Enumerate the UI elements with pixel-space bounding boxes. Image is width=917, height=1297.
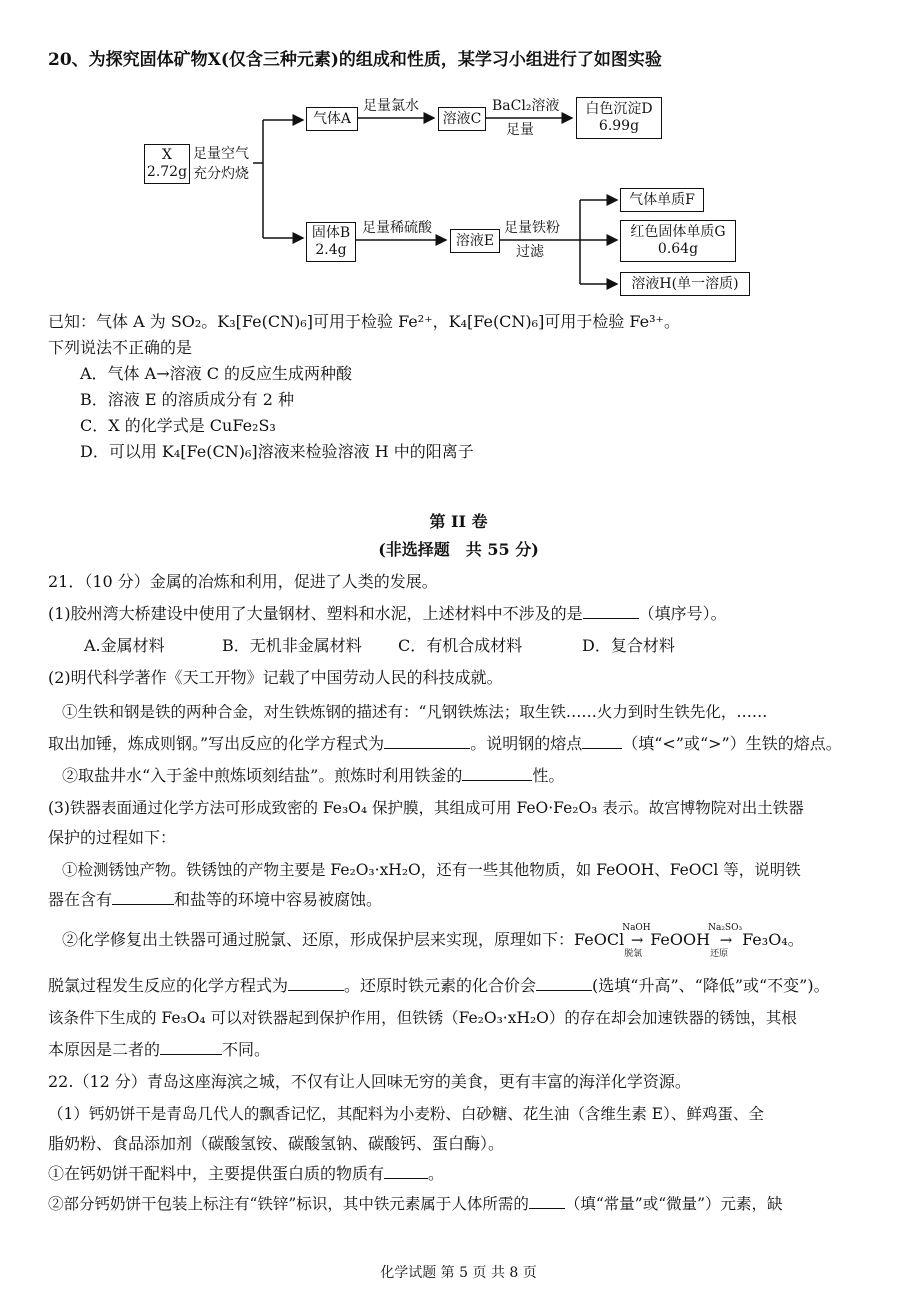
q21-p1-tail: （填序号）。 xyxy=(638,604,727,623)
q20-option-b: B．溶液 E 的溶质成分有 2 种 xyxy=(80,390,294,409)
box-solid-b xyxy=(306,222,356,262)
flow-arrows xyxy=(0,0,917,320)
q22-title: 22.（12 分）青岛这座海滨之城，不仅有让人回味无穷的美食，更有丰富的海洋化学资源。 xyxy=(48,1072,691,1091)
q20-known: 已知：气体 A 为 SO₂。K₃[Fe(CN)₆]可用于检验 Fe²⁺，K₄[Fe(CN)₆]可用于检验 Fe³⁺。 xyxy=(48,312,680,331)
q21-p3-3b-text: 。还原时铁元素的化合价会 xyxy=(344,976,537,995)
q21-p3-3a-text: 脱氯过程发生反应的化学方程式为 xyxy=(48,976,289,995)
q22-p1-1 xyxy=(48,1164,444,1184)
eq-arrow-1: NaOH → 脱氯 xyxy=(624,930,650,950)
eq-reactant-1: FeOCl xyxy=(574,930,625,949)
eq-c2-bot: 还原 xyxy=(710,949,729,959)
page-footer: 化学试题 第 5 页 共 8 页 xyxy=(380,1265,537,1281)
answer-blank-2[interactable] xyxy=(384,734,470,749)
q21-p3a: (3)铁器表面通过化学方法可形成致密的 Fe₃O₄ 保护膜，其组成可用 FeO·Fe₂O₃ 表示。故宫博物院对出土铁器 xyxy=(48,799,804,817)
q22-p1-2a-text: ②部分钙奶饼干包装上标注有“铁锌”标识，其中铁元素属于人体所需的 xyxy=(48,1195,529,1213)
q21-p1 xyxy=(48,604,727,624)
q21-p2-1b xyxy=(48,734,842,754)
eq-arrow-2: Na₂SO₃ → 还原 xyxy=(710,930,742,950)
box-x-mass: 2.72g xyxy=(146,164,188,180)
cond-x-1: 足量空气 xyxy=(193,146,249,162)
answer-blank-9[interactable] xyxy=(384,1164,428,1179)
box-solid-g xyxy=(620,220,736,262)
box-x xyxy=(144,144,190,184)
cond-e-top: 足量铁粉 xyxy=(504,220,560,236)
q20-title: 20、为探究固体矿物X(仅含三种元素)的组成和性质，某学习小组进行了如图实验 xyxy=(48,50,662,70)
q21-p3-1a: ①检测锈蚀产物。铁锈蚀的产物主要是 Fe₂O₃·xH₂O，还有一些其他物质，如 FeOOH、FeOCl 等，说明铁 xyxy=(62,861,801,879)
q21-p3-2a-text: ②化学修复出土铁器可通过脱氯、还原，形成保护层来实现，原理如下： xyxy=(62,930,575,949)
cond-x-2: 充分灼烧 xyxy=(193,166,249,182)
q21-p3-1 xyxy=(48,890,382,910)
q21-p2-2a-text: ②取盐井水“入于釜中煎炼顷刻结盐”。煎炼时利用铁釜的 xyxy=(62,766,463,785)
q21-p1-opt-a: A.金属材料 xyxy=(84,636,165,655)
q21-p2-1b-text: 取出加锤，炼成则钢。”写出反应的化学方程式为 xyxy=(48,734,385,753)
q21-p3-1b-text: 器在含有 xyxy=(48,890,113,909)
answer-blank-8[interactable] xyxy=(160,1040,222,1055)
answer-blank-5[interactable] xyxy=(112,890,174,905)
q21-p1-opt-b: B．无机非金属材料 xyxy=(222,636,362,655)
eq-c2-top: Na₂SO₃ xyxy=(708,923,743,933)
q21-p3-3 xyxy=(48,976,830,996)
q21-p2: (2)明代科学著作《天工开物》记载了中国劳动人民的科技成就。 xyxy=(48,668,503,687)
answer-blank-4[interactable] xyxy=(462,766,532,781)
solid-b-mass: 2.4g xyxy=(315,242,347,258)
q21-p2-1d-text: （填“<”或“>”）生铁的熔点。 xyxy=(622,734,842,753)
cond-b-e: 足量稀硫酸 xyxy=(362,220,432,236)
q21-p3-3c-text: (选填“升高”、“降低”或“不变”)。 xyxy=(592,976,830,995)
box-x-name: X xyxy=(162,147,172,163)
box-gas-f: 气体单质F xyxy=(620,188,704,212)
q22-p1-2 xyxy=(48,1194,783,1214)
q20-option-c: C．X 的化学式是 CuFe₂S₃ xyxy=(80,416,276,435)
cond-a-c: 足量氯水 xyxy=(363,98,419,114)
q22-p1a: （1）钙奶饼干是青岛几代人的飘香记忆，其配料为小麦粉、白砂糖、花生油（含维生素 E）、鲜鸡蛋、全 xyxy=(48,1105,764,1123)
answer-blank-6[interactable] xyxy=(288,976,344,991)
q21-p2-1c-text: 。说明钢的熔点 xyxy=(470,734,583,753)
q21-title: 21．（10 分）金属的冶炼和利用，促进了人类的发展。 xyxy=(48,572,438,591)
part2-subtitle: (非选择题 共 55 分) xyxy=(378,540,539,559)
q20-option-a: A．气体 A→溶液 C 的反应生成两种酸 xyxy=(80,364,353,383)
q21-p3-5a-text: 本原因是二者的 xyxy=(48,1040,161,1059)
box-sol-e: 溶液E xyxy=(450,229,500,253)
box-sol-h: 溶液H(单一溶质) xyxy=(620,272,750,296)
q22-p1b: 脂奶粉、食品添加剂（碳酸氢铵、碳酸氢钠、碳酸钙、蛋白酶）。 xyxy=(48,1134,505,1153)
q21-p3-5b-text: 不同。 xyxy=(222,1040,271,1059)
solid-g-name: 红色固体单质G xyxy=(630,224,726,240)
eq-c1-bot: 脱氯 xyxy=(624,949,643,959)
q21-p2-2 xyxy=(62,766,564,786)
part2-title: 第 II 卷 xyxy=(429,512,488,531)
q22-p1-1b-text: 。 xyxy=(428,1164,445,1183)
answer-blank-7[interactable] xyxy=(536,976,592,991)
q20-option-d: D．可以用 K₄[Fe(CN)₆]溶液来检验溶液 H 中的阳离子 xyxy=(80,442,474,461)
q21-p2-2b-text: 性。 xyxy=(532,766,565,785)
q21-p3-2 xyxy=(62,923,804,959)
q22-p1-2b-text: （填“常量”或“微量”）元素，缺 xyxy=(564,1195,783,1213)
q21-p3-1c-text: 和盐等的环境中容易被腐蚀。 xyxy=(174,890,383,909)
solid-g-mass: 0.64g xyxy=(657,241,699,257)
eq-product: Fe₃O₄。 xyxy=(742,930,804,949)
q20-stem: 下列说法不正确的是 xyxy=(48,338,193,357)
answer-blank-1[interactable] xyxy=(583,604,639,619)
box-ppt-d xyxy=(576,97,662,139)
q21-p1-text: (1)胶州湾大桥建设中使用了大量钢材、塑料和水泥，上述材料中不涉及的是 xyxy=(48,604,583,623)
q21-p3-5 xyxy=(48,1040,270,1060)
ppt-d-mass: 6.99g xyxy=(598,118,640,134)
q21-p1-opt-d: D．复合材料 xyxy=(582,636,675,655)
answer-blank-3[interactable] xyxy=(582,734,622,749)
ppt-d-name: 白色沉淀D xyxy=(585,101,653,117)
box-sol-c: 溶液C xyxy=(438,107,486,131)
eq-c1-top: NaOH xyxy=(622,923,651,933)
answer-blank-10[interactable] xyxy=(529,1194,565,1209)
q21-p3b: 保护的过程如下： xyxy=(48,828,177,847)
q21-p3-4: 该条件下生成的 Fe₃O₄ 可以对铁器起到保护作用，但铁锈（Fe₂O₃·xH₂O）的存在却会加速铁器的锈蚀，其根 xyxy=(48,1009,797,1027)
q21-p1-opt-c: C．有机合成材料 xyxy=(398,636,523,655)
cond-e-bot: 过滤 xyxy=(516,244,544,260)
q22-p1-1a-text: ①在钙奶饼干配料中，主要提供蛋白质的物质有 xyxy=(48,1164,385,1183)
cond-c-d-top: BaCl₂溶液 xyxy=(492,98,560,114)
solid-b-name: 固体B xyxy=(311,225,351,241)
box-gas-a: 气体A xyxy=(306,107,358,131)
q21-p2-1a: ①生铁和钢是铁的两种合金，对生铁炼钢的描述有：“凡钢铁炼法；取生铁……火力到时生铁先化，…… xyxy=(62,703,768,721)
cond-c-d-bot: 足量 xyxy=(506,122,534,138)
eq-reactant-2: FeOOH xyxy=(650,930,711,949)
